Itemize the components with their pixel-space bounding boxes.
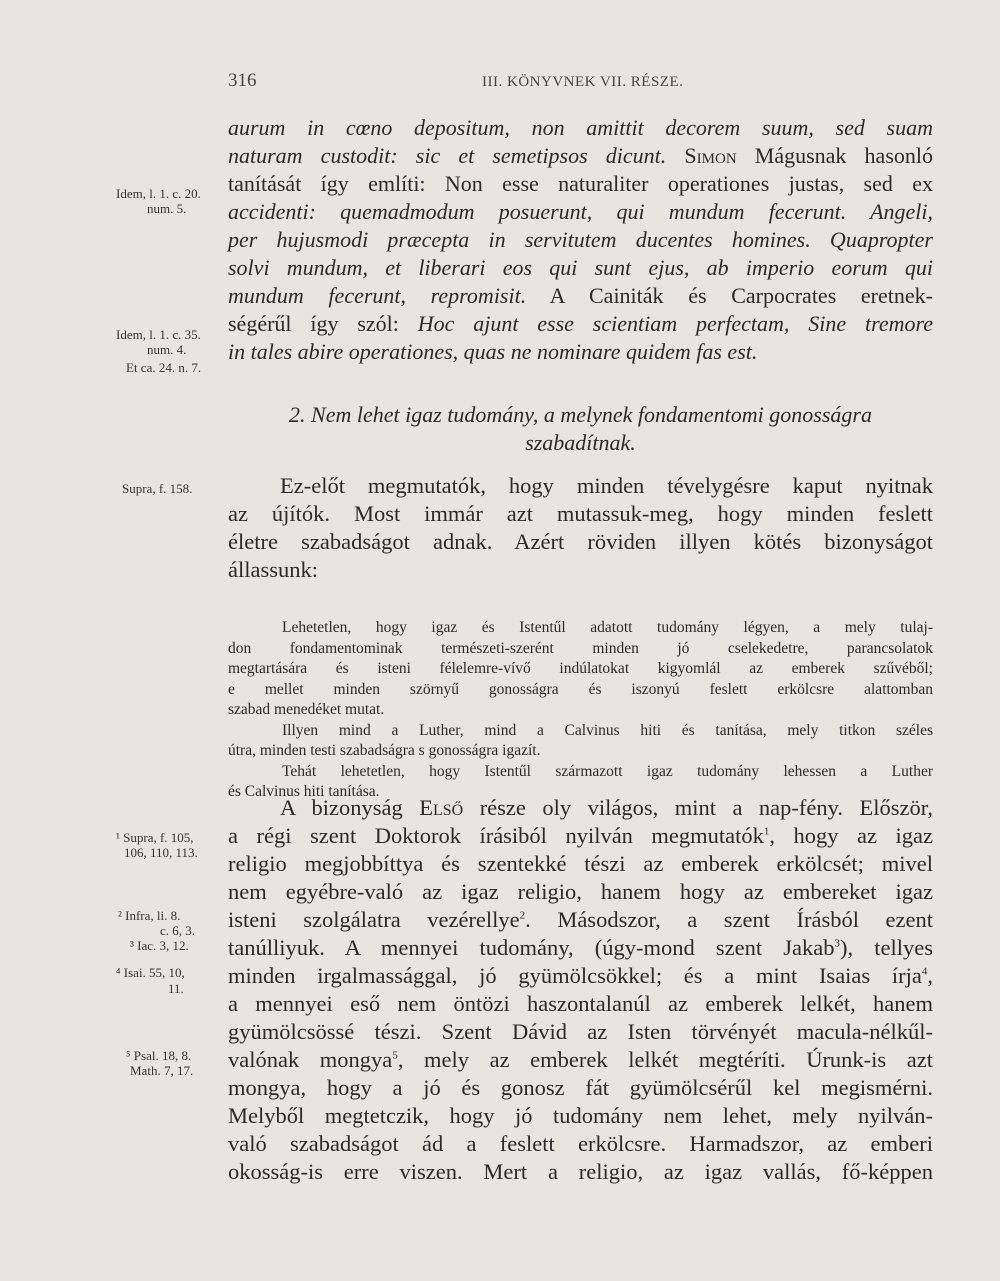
- paragraph-proof: [228, 794, 933, 1186]
- text-span: A Cainiták és Carpocrates eretnek-: [549, 283, 933, 308]
- text-line: szabad menedéket mutat.: [228, 701, 385, 718]
- text-line: a mennyei eső nem öntözi haszontalanúl az emberek lelkét, hanem: [228, 991, 933, 1016]
- syllogism-block: [228, 618, 933, 803]
- text-line: való szabadságot ád a feslett erkölcsre. Harmadszor, az emberi: [228, 1131, 933, 1156]
- text-line: e mellet minden szörnyű gonosságra és iszonyú feslett erkölcsre alattomban: [228, 680, 933, 698]
- text-line: [228, 934, 933, 962]
- margin-note: num. 4.: [147, 342, 187, 357]
- text-line: tanítását így említi: Non esse naturaliter operationes justas, sed ex: [228, 171, 933, 196]
- footnote-ref: 1: [763, 825, 770, 838]
- footnote-ref: 4: [921, 965, 928, 978]
- text-span: A bizonyság: [280, 795, 403, 820]
- text-line: gyümölcsössé tészi. Szent Dávid az Isten törvényét macula-nélkűl-: [228, 1019, 933, 1044]
- text-line: accidenti: quemadmodum posuerunt, qui mundum fecerunt. Angeli,: [228, 199, 933, 224]
- margin-note: ¹ Supra, f. 105,: [116, 830, 194, 845]
- text-line: Illyen mind a Luther, mind a Calvinus hiti és tanítása, mely titkon széles: [282, 721, 933, 739]
- margin-note: ² Infra, li. 8.: [118, 908, 181, 923]
- text-line: megtartására és isteni félelemre-vívő indúlatokat kigyomlál az emberek szűvéből;: [228, 660, 933, 677]
- text-line: mongya, hogy a jó és gonosz fát gyümölcsérűl kel megismérni.: [228, 1075, 933, 1100]
- text-line: Tehát lehetetlen, hogy Istentűl származott igaz tudomány lehessen a Luther: [282, 762, 933, 780]
- text-line: okosság-is erre viszen. Mert a religio, az igaz vallás, fő-képpen: [228, 1159, 933, 1184]
- text-line: és Calvinus hiti tanítása.: [228, 783, 380, 800]
- text-line: életre szabadságot adnak. Azért röviden illyen kötés bizonyságot: [228, 529, 933, 554]
- text-span: , hogy az igaz: [769, 823, 933, 848]
- footnote-ref: 5: [392, 1049, 398, 1062]
- text-span: tanúlliyuk. A mennyei tudomány, (úgy-mond szent Jakab: [228, 935, 835, 960]
- text-span: naturam custodit: sic et semetipsos dicunt.: [228, 143, 667, 168]
- text-line: állassunk:: [228, 557, 318, 582]
- text-line: [228, 282, 933, 310]
- text-line: [228, 794, 933, 822]
- margin-note: ⁵ Psal. 18, 8.: [126, 1048, 192, 1063]
- text-line: Melyből megtetczik, hogy jó tudomány nem lehet, mely nyilván-: [228, 1103, 933, 1128]
- text-line: nem egyébre-való az igaz religio, hanem hogy az embereket igaz: [228, 879, 933, 904]
- text-line: útra, minden testi szabadságra s gonosságra igazít.: [228, 742, 541, 759]
- text-line: [228, 962, 933, 990]
- footnote-ref: 3: [834, 937, 840, 950]
- margin-note: Et ca. 24. n. 7.: [126, 360, 202, 375]
- margin-note: ⁴ Isai. 55, 10,: [116, 965, 185, 980]
- text-span: valónak mongya: [228, 1047, 393, 1072]
- text-line: az újítók. Most immár azt mutassuk-meg, hogy minden feslett: [228, 501, 933, 526]
- word-elso: Első: [419, 795, 464, 820]
- margin-note: ³ Iac. 3, 12.: [130, 938, 189, 953]
- text-span: isteni szolgálatra vezérellye: [228, 907, 520, 932]
- paragraph-latin: [228, 114, 933, 366]
- paragraph-intro: [228, 472, 933, 584]
- text-line: [228, 310, 933, 338]
- text-span: mundum fecerunt, repromisit.: [228, 283, 527, 308]
- section-heading: [228, 401, 933, 457]
- margin-note: Math. 7, 17.: [130, 1063, 194, 1078]
- text-line: [228, 1046, 933, 1074]
- text-span: Mágusnak hasonló: [754, 143, 933, 168]
- text-line: religio megjobbíttya és szentekké tészi az emberek erkölcsét; mivel: [228, 851, 933, 876]
- text-span: ), tellyes: [840, 935, 933, 960]
- text-line: per hujusmodi præcepta in servitutem ducentes homines. Quapropter: [228, 227, 933, 252]
- text-span: Hoc ajunt esse scientiam perfectam, Sine tremore: [417, 311, 933, 336]
- text-line: [228, 142, 933, 170]
- margin-note: num. 5.: [147, 201, 187, 216]
- text-line: [228, 906, 933, 934]
- text-span: ségérűl így szól:: [228, 311, 399, 336]
- heading-line: szabadítnak.: [525, 430, 636, 455]
- text-line: [228, 822, 933, 850]
- text-span: a régi szent Doktorok írásiból nyilván megmutatók: [228, 823, 764, 848]
- text-line: don fondamentominak természeti-szerént minden jó cselekedetre, parancsolatok: [228, 639, 933, 657]
- page-header: [0, 66, 1000, 96]
- name-simon: Simon: [684, 143, 737, 168]
- margin-note: 106, 110, 113.: [124, 845, 198, 860]
- text-line: aurum in cœno depositum, non amittit decorem suum, sed suam: [228, 115, 933, 140]
- footnote-ref: 2: [519, 909, 526, 922]
- margin-note: c. 6, 3.: [160, 923, 196, 938]
- text-span: . Másodszor, a szent Írásból ezent: [525, 907, 934, 932]
- text-span: ,: [927, 963, 933, 988]
- text-span: , mely az emberek lelkét megtéríti. Úrunk-is azt: [397, 1047, 933, 1072]
- text-line: Lehetetlen, hogy igaz és Istentűl adatott tudomány légyen, a mely tulaj-: [282, 619, 933, 636]
- text-line: in tales abire operationes, quas ne nominare quidem fas est.: [228, 339, 758, 364]
- heading-line: 2. Nem lehet igaz tudomány, a melynek fondamentomi gonosságra: [289, 402, 872, 427]
- text-line: solvi mundum, et liberari eos qui sunt ejus, ab imperio eorum qui: [228, 255, 933, 280]
- page-number: 316: [228, 70, 257, 91]
- text-span: része oly világos, mint a nap-fény. Először,: [479, 795, 933, 820]
- margin-note: Idem, l. 1. c. 20.: [116, 186, 201, 201]
- running-head: III. KÖNYVNEK VII. RÉSZE.: [482, 74, 684, 90]
- margin-note: Idem, l. 1. c. 35.: [116, 327, 201, 342]
- text-span: minden irgalmassággal, jó gyümölcsökkel; és a mint Isaias írja: [228, 963, 922, 988]
- margin-note: Supra, f. 158.: [122, 481, 193, 496]
- text-line: Ez-előt megmutatók, hogy minden tévelygésre kaput nyitnak: [280, 473, 933, 498]
- margin-note: 11.: [168, 981, 184, 996]
